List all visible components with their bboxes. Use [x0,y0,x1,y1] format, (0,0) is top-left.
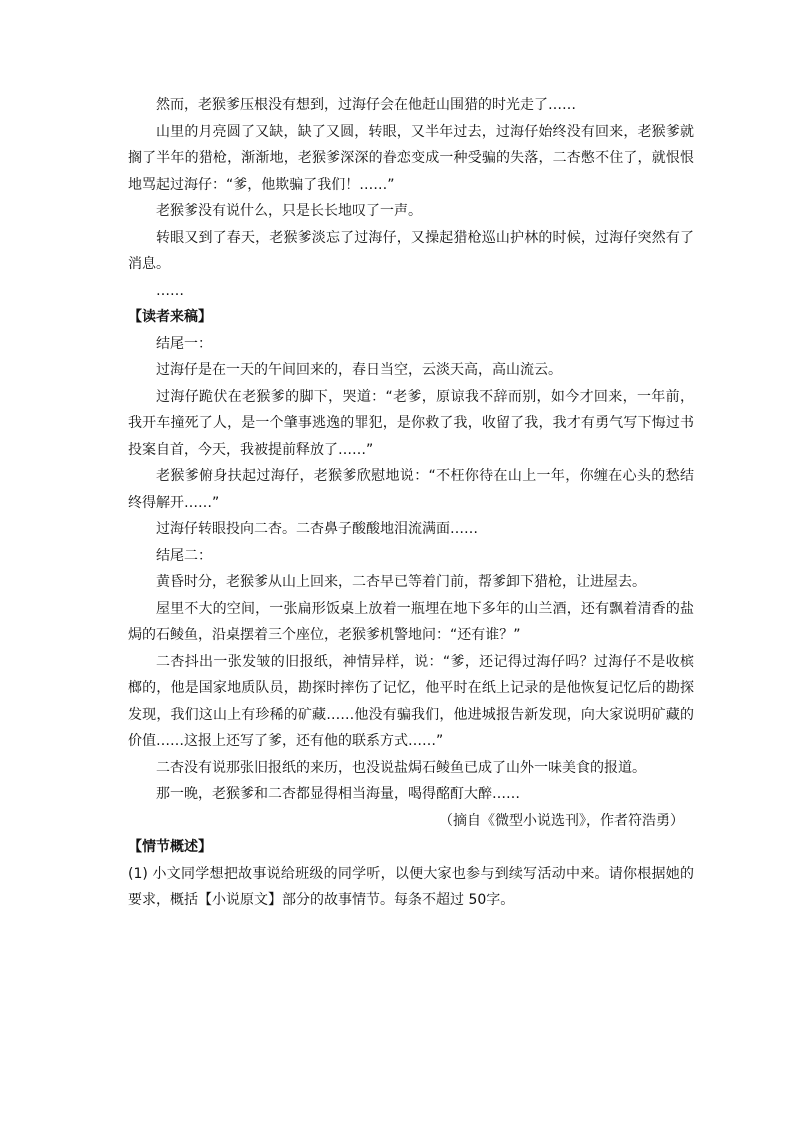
story-paragraph: 转眼又到了春天，老猴爹淡忘了过海仔，又操起猎枪巡山护林的时候，过海仔突然有了消息。 [128,229,694,272]
story-paragraph: 山里的月亮圆了又缺，缺了又圆，转眼，又半年过去，过海仔始终没有回来，老猴爹就搁了半年的猎枪，渐渐地，老猴爹深深的眷恋变成一种受骗的失落，二杏憋不住了，就恨恨地骂起过海仔：“爹，他欺骗了我们！……” [128,123,694,193]
ending-two-paragraph: 屋里不大的空间，一张扁形饭桌上放着一瓶埋在地下多年的山兰酒，还有飘着清香的盐焗的石鲮鱼，沿桌摆着三个座位，老猴爹机警地问：“还有谁？” [128,600,694,643]
ending-one-label: 结尾一： [156,335,212,352]
ending-two-paragraph: 那一晚，老猴爹和二杏都显得相当海量，喝得酩酊大醉…… [156,786,520,802]
ending-one-paragraph: 过海仔跪伏在老猴爹的脚下，哭道：“老爹，原谅我不辞而别，如今才回来，一年前，我开车撞死了人，是一个肇事逃逸的罪犯，是你救了我，收留了我，我才有勇气写下悔过书投案自首，今天，我被提前释放了……” [128,388,694,458]
ending-one-paragraph: 过海仔转眼投向二杏。二杏鼻子酸酸地泪流满面…… [156,521,478,537]
ending-one-paragraph: 老猴爹俯身扶起过海仔，老猴爹欣慰地说：“不枉你待在山上一年，你缠在心头的愁结终得解开……” [128,468,694,511]
ending-two-label: 结尾二： [156,547,212,564]
story-paragraph: 老猴爹没有说什么，只是长长地叹了一声。 [156,203,422,219]
story-paragraph: 然而，老猴爹压根没有想到，过海仔会在他赶山围猎的时光走了…… [156,97,576,113]
reader-section-title: 【读者来稿】 [128,309,212,325]
question-one: (1) 小文同学想把故事说给班级的同学听，以便大家也参与到续写活动中来。请你根据她的要求，概括【小说原文】部分的故事情节。每条不超过 50字。 [128,865,694,908]
ending-two-paragraph: 黄昏时分，老猴爹从山上回来，二杏早已等着门前，帮爹卸下猎枪，让进屋去。 [156,574,646,590]
source-citation: （摘自《微型小说选刊》，作者符浩勇） [439,812,684,829]
document-body [128,92,694,914]
story-ellipsis: …… [156,282,184,299]
ending-two-paragraph: 二杏没有说那张旧报纸的来历，也没说盐焗石鲮鱼已成了山外一味美食的报道。 [156,759,646,776]
ending-one-paragraph: 过海仔是在一天的午间回来的，春日当空，云淡天高，高山流云。 [156,362,562,378]
plot-section-title: 【情节概述】 [128,839,212,855]
ending-two-paragraph: 二杏抖出一张发皱的旧报纸，神情异样，说：“爹，还记得过海仔吗？过海仔不是收槟榔的，他是国家地质队员，勘探时摔伤了记忆，他平时在纸上记录的是他恢复记忆后的勘探发现，我们这山上有珍稀的矿藏……他没有骗我们，他进城报告新发现，向大家说明矿藏的价值……这报上还写了爹，还有他的联系方式……” [128,653,694,749]
